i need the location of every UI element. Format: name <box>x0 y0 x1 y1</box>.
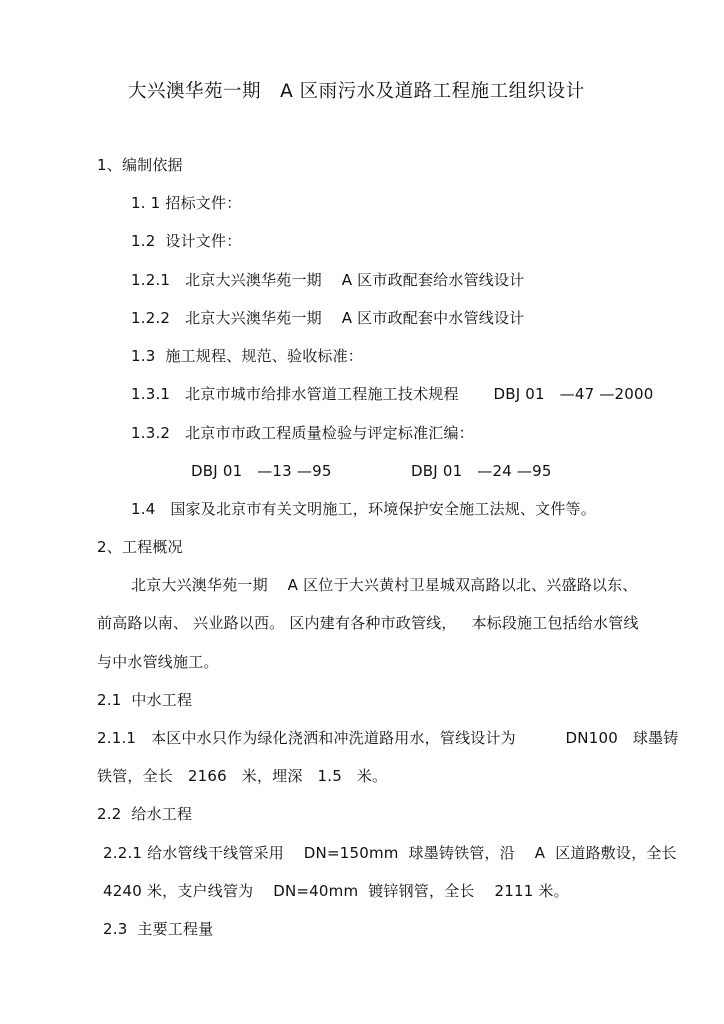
subsection-2-2-1-line-2: 4240 米，支户线管为 DN=40mm 镀锌钢管，全长 2111 米。 <box>103 882 569 900</box>
subsection-1-3-2: 1.3.2 北京市市政工程质量检验与评定标准汇编： <box>131 424 474 442</box>
subsection-1-1: 1. 1 招标文件： <box>131 194 242 212</box>
subsection-1-4: 1.4 国家及北京市有关文明施工，环境保护安全施工法规、文件等。 <box>131 500 596 518</box>
overview-paragraph-line-2: 前高路以南、 兴业路以西。 区内建有各种市政管线， 本标段施工包括给水管线 <box>97 614 639 632</box>
standard-codes-line: DBJ 01 —13 —95 DBJ 01 —24 —95 <box>191 462 552 480</box>
subsection-1-2-1: 1.2.1 北京大兴澳华苑一期 A 区市政配套给水管线设计 <box>131 271 525 289</box>
subsection-2-2: 2.2 给水工程 <box>97 805 193 823</box>
section-heading-2: 2、工程概况 <box>97 538 183 556</box>
subsection-2-3: 2.3 主要工程量 <box>103 920 214 938</box>
overview-paragraph-line-3: 与中水管线施工。 <box>97 653 219 671</box>
overview-paragraph-line-1: 北京大兴澳华苑一期 A 区位于大兴黄村卫星城双高路以北、兴盛路以东、 <box>131 576 638 594</box>
subsection-2-1-1-line-2: 铁管，全长 2166 米，埋深 1.5 米。 <box>97 767 388 785</box>
subsection-1-2: 1.2 设计文件： <box>131 232 242 250</box>
subsection-2-1-1-line-1: 2.1.1 本区中水只作为绿化浇洒和冲洗道路用水，管线设计为 DN100 球墨铸 <box>97 729 679 747</box>
subsection-1-3-1: 1.3.1 北京市城市给排水管道工程施工技术规程 DBJ 01 —47 —2000 <box>131 385 654 403</box>
section-heading-1: 1、编制依据 <box>97 156 183 174</box>
subsection-1-3: 1.3 施工规程、规范、验收标准： <box>131 347 363 365</box>
subsection-2-1: 2.1 中水工程 <box>97 691 193 709</box>
document-title: 大兴澳华苑一期 A 区雨污水及道路工程施工组织设计 <box>128 81 585 102</box>
subsection-1-2-2: 1.2.2 北京大兴澳华苑一期 A 区市政配套中水管线设计 <box>131 309 525 327</box>
subsection-2-2-1-line-1: 2.2.1 给水管线干线管采用 DN=150mm 球墨铸铁管，沿 A 区道路敷设，全长 <box>103 844 677 862</box>
